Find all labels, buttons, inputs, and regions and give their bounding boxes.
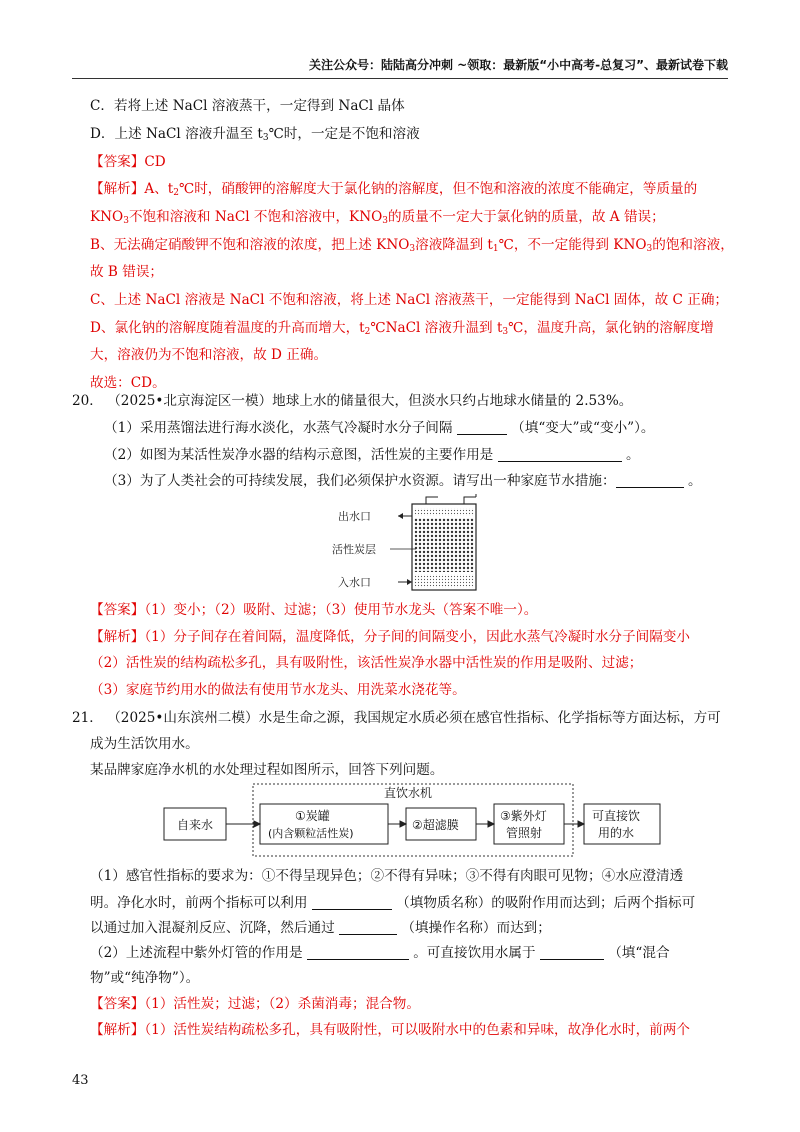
q19-analysis-b2: 故 B 错误； — [90, 264, 164, 280]
q20-sub1: （1）采用蒸馏法进行海水淡化，水蒸气冷凝时水分子间隔 （填“变大”或“变小”）。 — [104, 420, 655, 436]
header-rule — [72, 78, 728, 79]
q19-option-c: C．若将上述 NaCl 溶液蒸干，一定得到 NaCl 晶体 — [90, 98, 405, 114]
q21-analysis-1: 【解析】（1）活性炭结构疏松多孔，具有吸附性，可以吸附水中的色素和异味，故净化水时，前两个 — [90, 1022, 690, 1038]
inlet-label: 入水口 — [338, 576, 371, 589]
carbon-tank-label: ①炭罐 — [295, 809, 330, 823]
page-header: 关注公众号：陆陆高分冲刺 ~领取：最新版“小中高考-总复习”、最新试卷下载 — [309, 58, 728, 72]
water-purifier-flowchart — [160, 780, 680, 860]
q21-stem-2: 成为生活饮用水。 — [90, 736, 199, 752]
q21-part2-line1: （2）上述流程中紫外灯管的作用是 。可直接饮用水属于 （填“混合 — [90, 945, 670, 961]
q21-blank-2[interactable] — [339, 920, 397, 935]
q19-answer: 【答案】CD — [90, 154, 166, 170]
q19-analysis-d1: D、氯化钠的溶解度随着温度的升高而增大，$t_2℃NaCl$ 溶液升温到 $t_3℃$，温度升高，氯化钠的溶解度增 — [90, 320, 714, 337]
q19-analysis-b1: B、无法确定硝酸钾不饱和溶液的浓度，把上述 $KNO_3$溶液降温到 $t_1℃$，不一定能得到 $KNO_3$的饱和溶液， — [90, 237, 734, 254]
q21-blank-4[interactable] — [540, 945, 604, 960]
uv-lamp-label-2: 管照射 — [506, 826, 543, 840]
q19-analysis-d2: 大，溶液仍为不饱和溶液，故 D 正确。 — [90, 347, 328, 363]
outlet-label: 出水口 — [338, 510, 371, 523]
top-layer — [414, 508, 474, 516]
drinking-water-label: 可直接饮 — [592, 809, 641, 823]
q21-part2-line2: 物”或“纯净物”）。 — [90, 970, 200, 986]
q20-answer: 【答案】（1）变小；（2）吸附、过滤；（3）使用节水龙头（答案不唯一）。 — [90, 602, 538, 618]
q21-blank-3[interactable] — [307, 945, 409, 960]
q21-blank-1[interactable] — [312, 895, 392, 910]
q21-stem-1: 21． （2025•山东滨州二模）水是生命之源，我国规定水质必须在感官性指标、化学指标等方面达标，方可 — [72, 710, 721, 726]
q20-sub2: （2）如图为某活性炭净水器的结构示意图，活性炭的主要作用是 。 — [104, 447, 640, 463]
q21-stem-3: 某品牌家庭净水机的水处理过程如图所示，回答下列问题。 — [90, 762, 444, 778]
q21-part1-line2: 明。净化水时，前两个指标可以利用 （填物质名称）的吸附作用而达到；后两个指标可 — [90, 895, 696, 911]
q20-blank-2[interactable] — [498, 447, 622, 462]
tap-water-label: 自来水 — [177, 818, 214, 832]
q20-sub3: （3）为了人类社会的可持续发展，我们必须保护水资源。请写出一种家庭节水措施： 。 — [104, 473, 702, 489]
drinking-water-label-2: 用的水 — [598, 826, 635, 840]
carbon-layer-label: 活性炭层 — [332, 543, 376, 556]
q20-analysis-1: 【解析】（1）分子间存在着间隔，温度降低，分子间的间隔变小，因此水蒸气冷凝时水分子间隔变小 — [90, 629, 690, 645]
machine-title: 直饮水机 — [384, 786, 433, 800]
q19-conclusion: 故选：CD。 — [90, 375, 166, 391]
q19-analysis-c: C、上述 NaCl 溶液是 NaCl 不饱和溶液，将上述 NaCl 溶液蒸干，一定能得到 NaCl 固体，故 C 正确； — [90, 292, 729, 308]
q19-analysis-a1: 【解析】A、$t_2℃$时，硝酸钾的溶解度大于氯化钠的溶解度，但不饱和溶液的浓度不能确定，等质量的 — [90, 181, 698, 198]
q20-analysis-3: （3）家庭节约用水的做法有使用节水龙头、用洗菜水浇花等。 — [90, 682, 466, 698]
page-number: 43 — [72, 1073, 89, 1088]
q20-analysis-2: （2）活性炭的结构疏松多孔，具有吸附性，该活性炭净水器中活性炭的作用是吸附、过滤； — [90, 655, 643, 671]
q19-analysis-a2: $KNO_3$不饱和溶液和 NaCl 不饱和溶液中，$KNO_3$的质量不一定大于氯化钠的质量，故 A 错误； — [90, 209, 665, 226]
q20-blank-3[interactable] — [616, 473, 684, 488]
q19-option-d: D．上述 NaCl 溶液升温至 $t_3℃$时，一定是不饱和溶液 — [90, 126, 420, 143]
carbon-filter-diagram — [330, 494, 490, 600]
q20-blank-1[interactable] — [457, 420, 507, 435]
q21-part1-line1: （1）感官性指标的要求为：①不得呈现异色；②不得有异味；③不得有肉眼可见物；④水应澄清透 — [90, 868, 684, 884]
q21-part1-line3: 以通过加入混凝剂反应、沉降，然后通过 （填操作名称）而达到； — [90, 920, 551, 936]
carbon-tank-note: (内含颗粒活性炭) — [268, 827, 354, 840]
q21-answer: 【答案】（1）活性炭；过滤；（2）杀菌消毒；混合物。 — [90, 996, 420, 1012]
ultrafilter-label: ②超滤膜 — [412, 818, 459, 832]
q20-stem: 20． （2025•北京海淀区一模）地球上水的储量很大，但淡水只约占地球水储量的 2.53%。 — [72, 393, 633, 409]
carbon-layer — [414, 518, 474, 572]
uv-lamp-label: ③紫外灯 — [500, 809, 547, 823]
bottom-layer — [414, 574, 474, 588]
